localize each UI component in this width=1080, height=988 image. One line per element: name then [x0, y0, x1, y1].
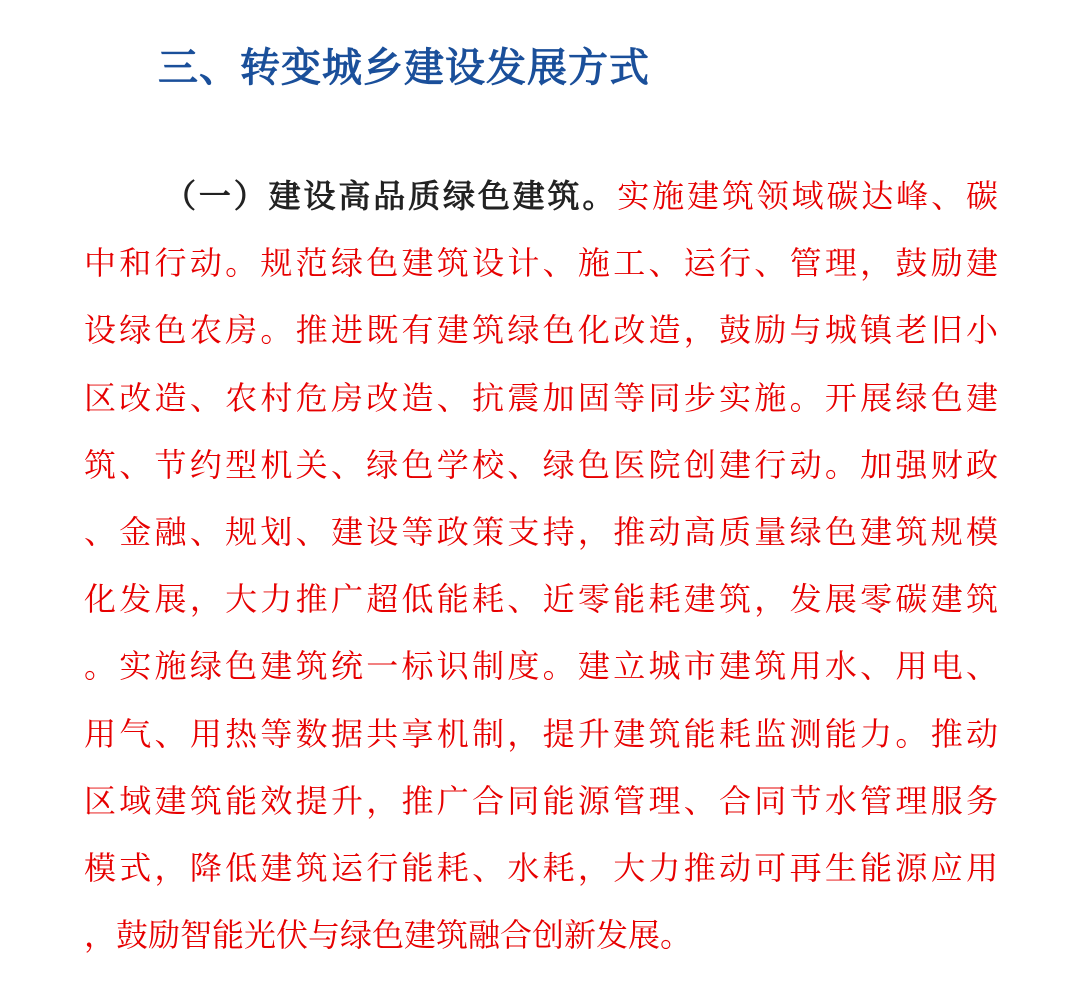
- paragraph-line: 筑、节约型机关、绿色学校、绿色医院创建行动。加强财政: [84, 445, 998, 484]
- section-body: [84, 163, 998, 969]
- paragraph-line: 中和行动。规范绿色建筑设计、施工、运行、管理，鼓励建: [84, 244, 998, 283]
- paragraph-line: [84, 163, 998, 230]
- paragraph-line: 设绿色农房。推进既有建筑绿色化改造，鼓励与城镇老旧小: [84, 311, 998, 350]
- section-heading: 三、转变城乡建设发展方式: [158, 45, 650, 91]
- paragraph-line: 用气、用热等数据共享机制，提升建筑能耗监测能力。推动: [84, 714, 998, 753]
- paragraph-text: 实施建筑领域碳达峰、碳: [617, 177, 998, 215]
- paragraph-line: 模式，降低建筑运行能耗、水耗，大力推动可再生能源应用: [84, 848, 998, 887]
- paragraph-line: 、金融、规划、建设等政策支持，推动高质量绿色建筑规模: [84, 512, 998, 551]
- paragraph-line: 区改造、农村危房改造、抗震加固等同步实施。开展绿色建: [84, 378, 998, 417]
- paragraph-line: ，鼓励智能光伏与绿色建筑融合创新发展。: [84, 916, 693, 955]
- paragraph-line: 。实施绿色建筑统一标识制度。建立城市建筑用水、用电、: [84, 647, 998, 686]
- paragraph-line: 化发展，大力推广超低能耗、近零能耗建筑，发展零碳建筑: [84, 580, 998, 619]
- paragraph-line: 区域建筑能效提升，推广合同能源管理、合同节水管理服务: [84, 781, 998, 820]
- subsection-title: （一）建设高品质绿色建筑。: [164, 177, 618, 215]
